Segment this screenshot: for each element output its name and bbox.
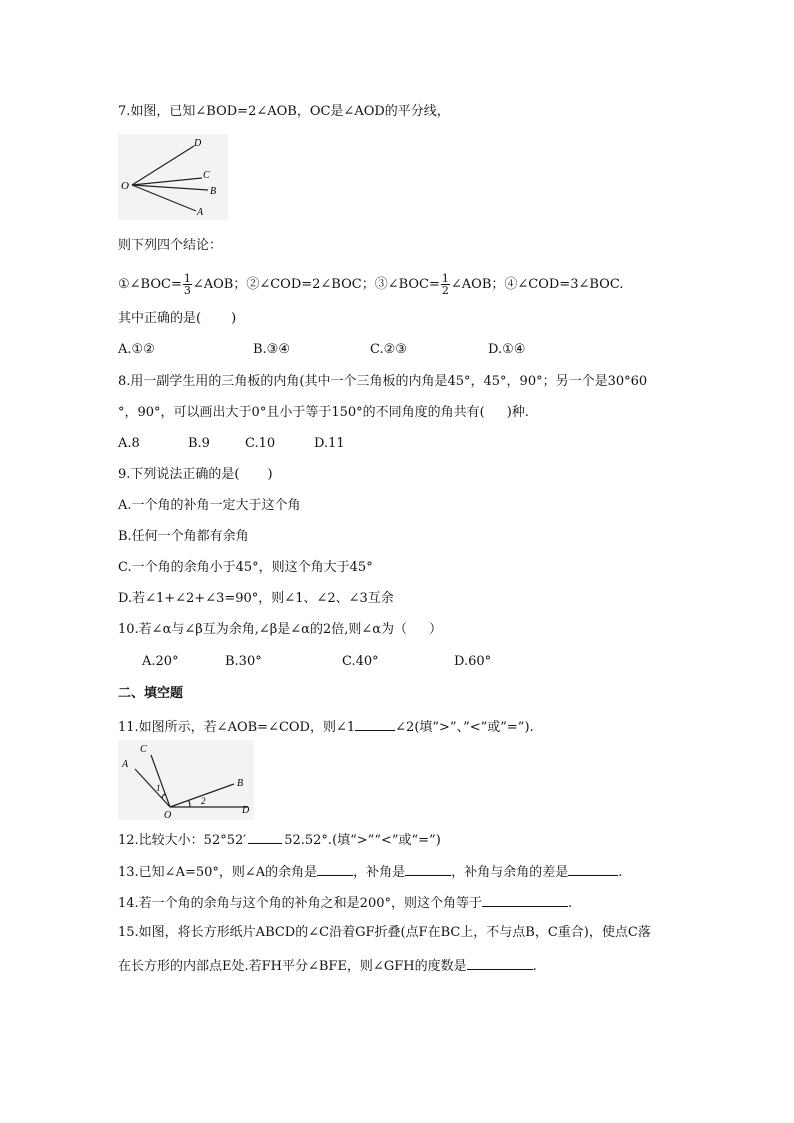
- conclusion-1-post: ∠AOB；②∠COD=2∠BOC；③∠BOC=: [192, 277, 440, 292]
- q12-pre: 12.比较大小：52°52′: [118, 833, 247, 848]
- q9-stem-end: ): [267, 467, 273, 482]
- q7-option-c: C.②③: [370, 342, 407, 357]
- frac-denominator: 3: [183, 284, 191, 297]
- q13-end: .: [618, 865, 623, 880]
- q9-option-a: A.一个角的补角一定大于这个角: [118, 498, 301, 513]
- label-1: 1: [156, 783, 161, 793]
- q7-option-d: D.①④: [488, 342, 526, 357]
- q13-blank-supplement[interactable]: [405, 862, 451, 876]
- q7-lead: 则下列四个结论：: [118, 238, 223, 253]
- q8-option-a: A.8: [118, 436, 140, 451]
- q15-line1: 15.如图，将长方形纸片ABCD的∠C沿着GF折叠(点F在BC上，不与点B，C重合)，使点C落: [118, 925, 651, 940]
- q7-option-b: B.③④: [253, 342, 290, 357]
- q7-conclusions: [118, 273, 623, 296]
- label-d: D: [194, 138, 202, 149]
- label-a: A: [197, 207, 204, 218]
- q11-post: ∠2(填”>”、”<”或”=”).: [395, 720, 534, 735]
- q10-option-d: D.60°: [454, 654, 492, 669]
- frac-denominator: 2: [441, 284, 449, 297]
- q14-pre: 14.若一个角的余角与这个角的补角之和是200°，则这个角等于: [118, 896, 482, 911]
- q13-mid1: ，补角是: [353, 865, 406, 880]
- q7-stem: 7.如图，已知∠BOD=2∠AOB，OC是∠AOD的平分线，: [118, 104, 450, 119]
- q8-line2-text: °，90°，可以画出大于0°且小于等于150°的不同角度的角共有(: [118, 405, 485, 420]
- q7-figure: [118, 134, 228, 220]
- q7-question: [118, 311, 236, 327]
- q13-pre: 13.已知∠A=50°，则∠A的余角是: [118, 865, 318, 880]
- label-d: D: [242, 805, 250, 816]
- q8-line1: 8.用一副学生用的三角板的内角(其中一个三角板的内角是45°，45°，90°；另一个是30°60: [118, 374, 648, 389]
- q15-line2-end: .: [532, 959, 537, 974]
- q10-stem: [118, 622, 442, 638]
- q11-blank[interactable]: [355, 717, 395, 731]
- q15-line2: [118, 956, 537, 975]
- q11-figure: [118, 740, 254, 820]
- q10-option-b: B.30°: [225, 654, 262, 669]
- label-b: B: [237, 778, 244, 789]
- q13-blank-difference[interactable]: [568, 862, 618, 876]
- q10-stem-end: ）: [429, 622, 443, 637]
- conclusion-1-pre: ①∠BOC=: [118, 277, 182, 292]
- frac-numerator: 1: [183, 272, 191, 285]
- q10-stem-text: 10.若∠α与∠β互为余角,∠β是∠α的2倍,则∠α为（: [118, 622, 408, 637]
- q8-option-b: B.9: [188, 436, 210, 451]
- label-c: C: [140, 744, 147, 755]
- label-o: O: [121, 180, 129, 192]
- q13-stem: [118, 862, 622, 881]
- fraction-one-third: [183, 273, 192, 296]
- label-2: 2: [201, 796, 206, 806]
- label-c: C: [203, 170, 210, 181]
- label-o: O: [164, 810, 172, 820]
- q14-end: .: [568, 896, 573, 911]
- q12-blank[interactable]: [248, 830, 282, 844]
- q11-pre: 11.如图所示，若∠AOB=∠COD，则∠1: [118, 720, 356, 735]
- q9-option-d: D.若∠1+∠2+∠3=90°，则∠1、∠2、∠3互余: [118, 591, 394, 606]
- q13-blank-complement[interactable]: [317, 862, 353, 876]
- q15-line2-pre: 在长方形的内部点E处.若FH平分∠BFE，则∠GFH的度数是: [118, 959, 467, 974]
- q9-stem: [118, 467, 273, 483]
- q11-stem: [118, 717, 534, 736]
- q8-option-c: C.10: [245, 436, 276, 451]
- label-b: B: [210, 186, 217, 197]
- q9-option-c: C.一个角的余角小于45°，则这个角大于45°: [118, 560, 373, 575]
- q12-post: 52.52°.(填“>”“<”或“=”): [284, 833, 441, 848]
- question-end: ): [231, 311, 237, 326]
- fraction-one-half: [441, 273, 450, 296]
- section-title-fill-in: 二、填空题: [118, 686, 184, 701]
- q10-option-c: C.40°: [342, 654, 379, 669]
- conclusion-2-post: ∠AOB；④∠COD=3∠BOC.: [450, 277, 624, 292]
- q8-line2: [118, 405, 529, 421]
- frac-numerator: 1: [441, 272, 449, 285]
- q8-line2-end: )种.: [506, 405, 529, 420]
- q12-stem: [118, 830, 441, 849]
- label-a: A: [122, 759, 129, 770]
- question-text: 其中正确的是(: [118, 311, 202, 326]
- q8-option-d: D.11: [314, 436, 345, 451]
- q7-option-a: A.①②: [118, 342, 155, 357]
- q9-option-b: B.任何一个角都有余角: [118, 529, 249, 544]
- q14-stem: [118, 893, 572, 912]
- q15-blank[interactable]: [467, 956, 533, 970]
- q14-blank[interactable]: [482, 893, 568, 907]
- q13-mid2: ，补角与余角的差是: [451, 865, 569, 880]
- q10-option-a: A.20°: [142, 654, 179, 669]
- q9-stem-text: 9.下列说法正确的是(: [118, 467, 240, 482]
